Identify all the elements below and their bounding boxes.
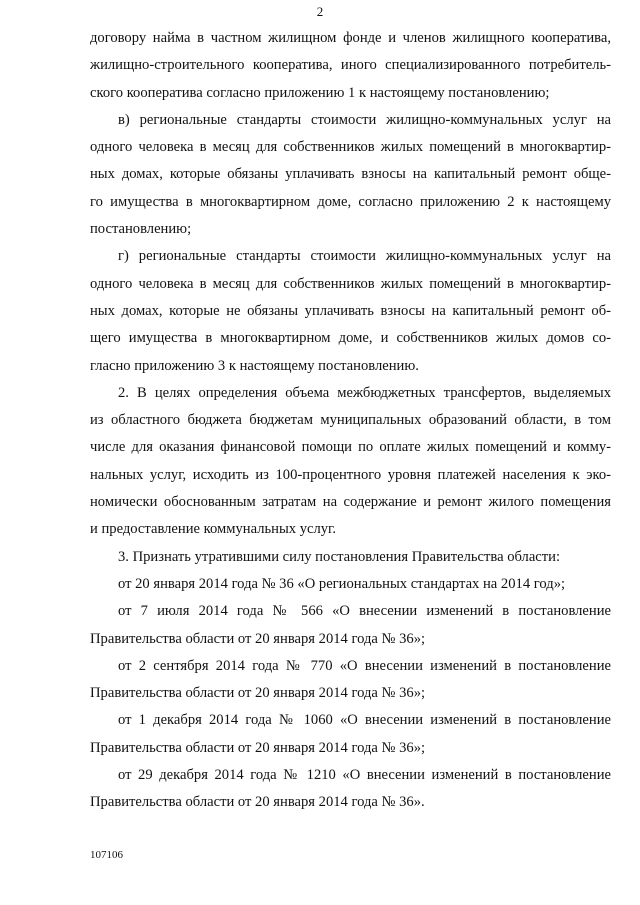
text-line: от 2 сентября 2014 года № 770 «О внесении изменений в постановление [118,657,611,674]
text-line: г) региональные стандарты стоимости жилищно-коммунальных услуг на [118,248,611,265]
text-line: 2. В целях определения объема межбюджетных трансфертов, выделяемых [118,384,611,401]
text-line: одного человека в месяц для собственников жилых помещений в многоквартир- [90,139,611,156]
text-line: из областного бюджета бюджетам муниципальных образований области, в том [90,412,611,429]
text-line: Правительства области от 20 января 2014 года № 36». [90,794,425,811]
text-line: Правительства области от 20 января 2014 года № 36»; [90,739,426,756]
text-line: Правительства области от 20 января 2014 года № 36»; [90,685,426,702]
text-line: номически обоснованным затратам на содержание и ремонт жилого помещения [90,494,611,511]
text-line: от 20 января 2014 года № 36 «О региональных стандартах на 2014 год»; [118,575,566,592]
text-line: Правительства области от 20 января 2014 года № 36»; [90,630,426,647]
text-line: одного человека в месяц для собственников жилых помещений в многоквартир- [90,275,611,292]
text-line: гласно приложению 3 к настоящему постановлению. [90,357,419,374]
text-line: нальных услуг, исходить из 100-процентного уровня платежей населения к эко- [90,466,611,483]
text-line: ского кооператива согласно приложению 1 к настоящему постановлению; [90,84,550,101]
text-line: щего имущества в многоквартирном доме, и собственников жилых домов со- [90,330,611,347]
text-line: 3. Признать утратившими силу постановления Правительства области: [118,548,561,565]
text-line: от 7 июля 2014 года № 566 «О внесении изменений в постановление [118,603,611,620]
text-line: ных домах, которые не обязаны уплачивать взносы на капитальный ремонт об- [90,302,611,319]
text-line: от 1 декабря 2014 года № 1060 «О внесении изменений в постановление [118,712,611,729]
text-line: в) региональные стандарты стоимости жилищно-коммунальных услуг на [118,111,611,128]
text-line: договору найма в частном жилищном фонде и членов жилищного кооператива, [90,30,611,46]
document-code: 107106 [90,849,123,861]
text-line: числе для оказания финансовой помощи по оплате жилых помещений и комму- [90,439,611,456]
text-line: от 29 декабря 2014 года № 1210 «О внесении изменений в постановление [118,767,611,784]
document-body [90,25,611,817]
text-line: ных домах, которые обязаны уплачивать взносы на капитальный ремонт обще- [90,166,611,183]
text-line: го имущества в многоквартирном доме, согласно приложению 2 к настоящему [90,193,611,210]
text-line: жилищно-строительного кооператива, иного специализированного потребитель- [90,57,611,74]
text-line: и предоставление коммунальных услуг. [90,521,337,538]
text-line: постановлению; [90,221,192,238]
page-number: 2 [316,4,324,19]
